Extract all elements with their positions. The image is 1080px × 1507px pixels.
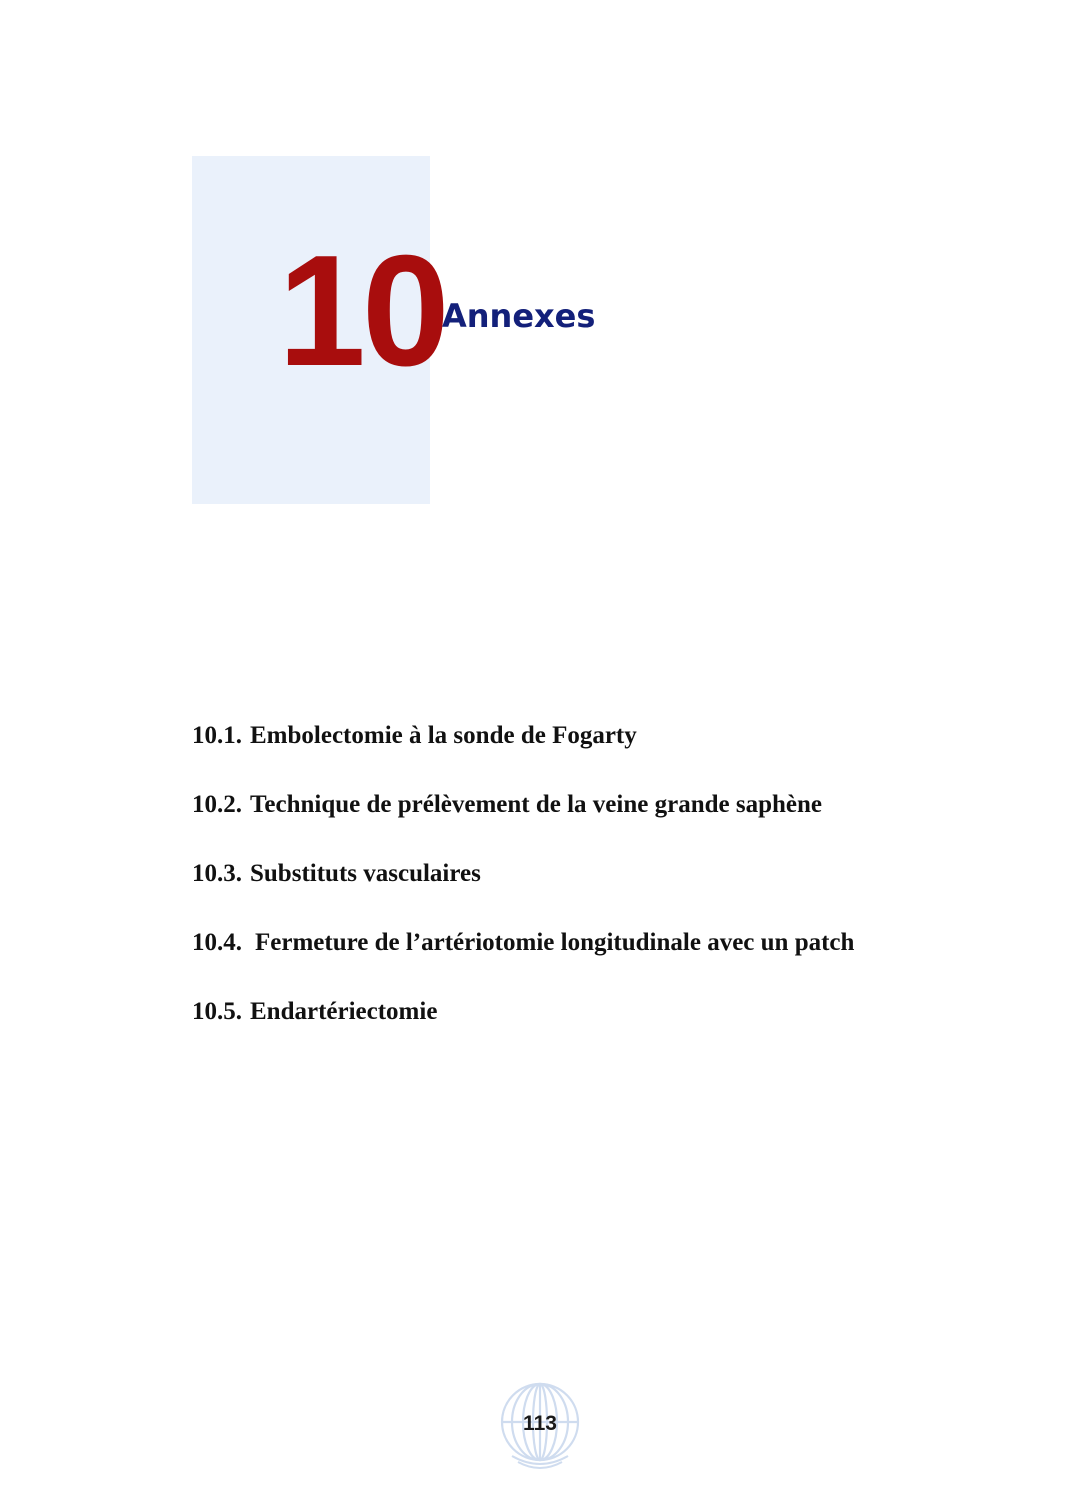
toc-item-number: 10.3.: [192, 860, 242, 887]
chapter-number: 10: [278, 223, 446, 399]
toc-item[interactable]: [192, 919, 886, 967]
toc-item-text: Endartériectomie: [250, 998, 438, 1025]
toc-item-number: 10.5.: [192, 998, 242, 1025]
table-of-contents: [192, 712, 886, 1057]
toc-item[interactable]: [192, 850, 886, 898]
page-footer: [490, 1382, 590, 1472]
toc-item[interactable]: [192, 781, 886, 829]
toc-item[interactable]: [192, 712, 886, 760]
toc-item-text: Technique de prélèvement de la veine grande saphène: [250, 791, 822, 818]
toc-item-text: Embolectomie à la sonde de Fogarty: [250, 722, 637, 749]
toc-item-number: 10.1.: [192, 722, 242, 749]
toc-item-number: 10.4.: [192, 929, 242, 956]
toc-item[interactable]: [192, 988, 886, 1036]
page-number: 113: [523, 1412, 557, 1435]
toc-item-text: Substituts vasculaires: [250, 860, 481, 887]
toc-item-number: 10.2.: [192, 791, 242, 818]
chapter-title: Annexes: [442, 297, 596, 335]
toc-item-text: Fermeture de l’artériotomie longitudinale avec un patch: [255, 929, 855, 956]
